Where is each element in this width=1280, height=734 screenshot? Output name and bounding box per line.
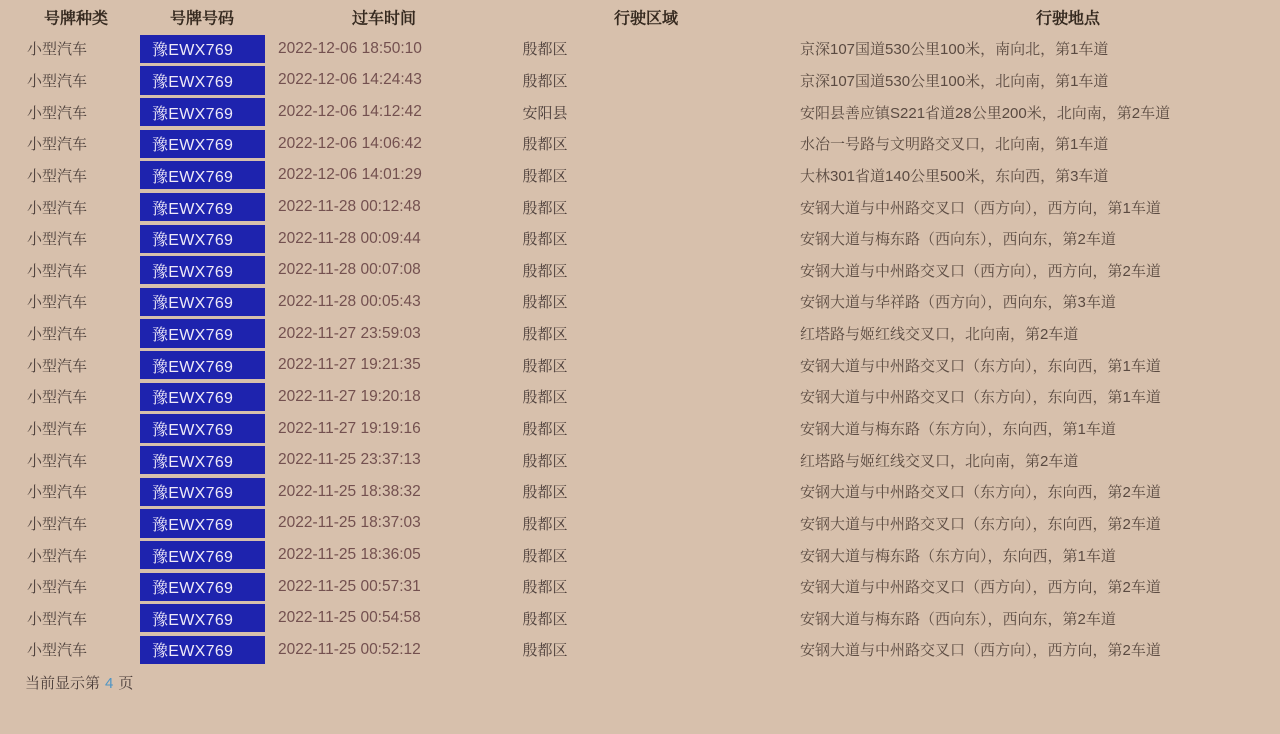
plate-number-badge[interactable]: 豫EWX769 bbox=[140, 66, 265, 94]
location-cell: 安钢大道与梅东路（东方向），东向西，第1车道 bbox=[800, 547, 1116, 565]
pass-time-cell: 2022-11-28 00:05:43 bbox=[278, 292, 421, 310]
pass-time-cell: 2022-11-27 19:19:16 bbox=[278, 419, 421, 437]
region-cell: 殷都区 bbox=[522, 167, 568, 185]
location-cell: 安钢大道与中州路交叉口（西方向），西方向，第1车道 bbox=[800, 199, 1161, 217]
plate-number-badge[interactable]: 豫EWX769 bbox=[140, 225, 265, 253]
plate-number-badge[interactable]: 豫EWX769 bbox=[140, 288, 265, 316]
plate-number-badge[interactable]: 豫EWX769 bbox=[140, 35, 265, 63]
pass-time-cell: 2022-11-27 19:21:35 bbox=[278, 356, 421, 374]
table-row bbox=[0, 603, 1280, 635]
pass-time-cell: 2022-11-25 00:54:58 bbox=[278, 609, 421, 627]
plate-number-badge[interactable]: 豫EWX769 bbox=[140, 383, 265, 411]
pass-time-cell: 2022-12-06 14:24:43 bbox=[278, 71, 422, 89]
location-cell: 安钢大道与梅东路（东方向），东向西，第1车道 bbox=[800, 421, 1116, 438]
table-row bbox=[0, 191, 1280, 223]
table-row bbox=[0, 286, 1280, 318]
location-cell: 安钢大道与中州路交叉口（西方向），西方向，第2车道 bbox=[800, 642, 1161, 660]
region-cell: 殷都区 bbox=[522, 484, 568, 502]
plate-number-badge[interactable]: 豫EWX769 bbox=[140, 319, 265, 347]
table-row bbox=[0, 539, 1280, 571]
plate-type-cell: 小型汽车 bbox=[27, 199, 88, 217]
pagination-prefix: 当前显示第 bbox=[25, 674, 101, 692]
pass-time-cell: 2022-11-27 19:20:18 bbox=[278, 387, 421, 405]
location-cell: 大林301省道140公里500米，东向西，第3车道 bbox=[800, 167, 1109, 185]
location-cell: 安钢大道与中州路交叉口（西方向），西方向，第2车道 bbox=[800, 579, 1161, 597]
table-row bbox=[0, 413, 1280, 445]
table-row bbox=[0, 349, 1280, 381]
plate-type-cell: 小型汽车 bbox=[27, 167, 88, 185]
table-row bbox=[0, 33, 1280, 65]
location-cell: 安钢大道与中州路交叉口（东方向），东向西，第2车道 bbox=[800, 484, 1161, 502]
plate-number-badge[interactable]: 豫EWX769 bbox=[140, 446, 265, 474]
current-page-number: 4 bbox=[105, 674, 114, 692]
table-row bbox=[0, 160, 1280, 192]
region-cell: 殷都区 bbox=[522, 547, 568, 565]
plate-number-badge[interactable]: 豫EWX769 bbox=[140, 414, 265, 442]
pass-time-cell: 2022-11-25 18:37:03 bbox=[278, 514, 421, 532]
pass-time-cell: 2022-11-28 00:09:44 bbox=[278, 229, 421, 247]
plate-type-cell: 小型汽车 bbox=[27, 262, 88, 280]
location-cell: 安钢大道与中州路交叉口（西方向），西方向，第2车道 bbox=[800, 262, 1161, 280]
plate-type-cell: 小型汽车 bbox=[27, 294, 88, 312]
plate-type-cell: 小型汽车 bbox=[27, 547, 88, 565]
table-row bbox=[0, 128, 1280, 160]
plate-number-badge[interactable]: 豫EWX769 bbox=[140, 509, 265, 537]
region-cell: 殷都区 bbox=[522, 579, 568, 597]
plate-type-cell: 小型汽车 bbox=[27, 357, 88, 375]
location-cell: 安钢大道与中州路交叉口（东方向），东向西，第1车道 bbox=[800, 389, 1161, 407]
plate-number-badge[interactable]: 豫EWX769 bbox=[140, 604, 265, 632]
plate-type-cell: 小型汽车 bbox=[27, 484, 88, 502]
table-row bbox=[0, 318, 1280, 350]
location-cell: 安钢大道与华祥路（西方向），西向东，第3车道 bbox=[800, 294, 1116, 312]
pass-time-cell: 2022-11-25 00:52:12 bbox=[278, 640, 421, 658]
region-cell: 殷都区 bbox=[522, 199, 568, 217]
plate-type-cell: 小型汽车 bbox=[27, 41, 88, 59]
table-row bbox=[0, 571, 1280, 603]
region-cell: 殷都区 bbox=[522, 515, 568, 533]
column-header-plate-number: 号牌号码 bbox=[169, 10, 235, 27]
table-body bbox=[0, 33, 1280, 666]
plate-number-badge[interactable]: 豫EWX769 bbox=[140, 256, 265, 284]
location-cell: 水冶一号路与文明路交叉口，北向南，第1车道 bbox=[800, 136, 1109, 154]
plate-type-cell: 小型汽车 bbox=[27, 104, 88, 122]
plate-number-badge[interactable]: 豫EWX769 bbox=[140, 636, 265, 664]
plate-number-badge[interactable]: 豫EWX769 bbox=[140, 478, 265, 506]
plate-type-cell: 小型汽车 bbox=[27, 452, 88, 470]
location-cell: 安钢大道与梅东路（西向东），西向东，第2车道 bbox=[800, 231, 1116, 249]
pass-time-cell: 2022-12-06 14:01:29 bbox=[278, 166, 422, 184]
region-cell: 殷都区 bbox=[522, 41, 568, 59]
location-cell: 安钢大道与中州路交叉口（东方向），东向西，第2车道 bbox=[800, 515, 1161, 533]
pass-time-cell: 2022-11-25 18:38:32 bbox=[278, 482, 421, 500]
plate-type-cell: 小型汽车 bbox=[27, 389, 88, 407]
pass-time-cell: 2022-12-06 14:06:42 bbox=[278, 134, 422, 152]
plate-number-badge[interactable]: 豫EWX769 bbox=[140, 541, 265, 569]
pass-time-cell: 2022-12-06 14:12:42 bbox=[278, 103, 422, 121]
region-cell: 殷都区 bbox=[522, 231, 568, 249]
plate-type-cell: 小型汽车 bbox=[27, 642, 88, 660]
pass-time-cell: 2022-12-06 18:50:10 bbox=[278, 39, 422, 57]
column-header-pass-time: 过车时间 bbox=[351, 10, 417, 27]
plate-type-cell: 小型汽车 bbox=[27, 579, 88, 597]
region-cell: 殷都区 bbox=[522, 452, 568, 470]
table-header bbox=[0, 0, 1280, 33]
region-cell: 殷都区 bbox=[522, 357, 568, 375]
plate-type-cell: 小型汽车 bbox=[27, 231, 88, 249]
plate-number-badge[interactable]: 豫EWX769 bbox=[140, 193, 265, 221]
region-cell: 殷都区 bbox=[522, 389, 568, 407]
location-cell: 红塔路与姬红线交叉口，北向南，第2车道 bbox=[800, 452, 1079, 470]
region-cell: 殷都区 bbox=[522, 72, 568, 90]
pass-time-cell: 2022-11-28 00:07:08 bbox=[278, 261, 421, 279]
location-cell: 红塔路与姬红线交叉口，北向南，第2车道 bbox=[800, 326, 1079, 344]
table-row bbox=[0, 508, 1280, 540]
pagination-suffix: 页 bbox=[118, 674, 134, 692]
location-cell: 安钢大道与梅东路（西向东），西向东，第2车道 bbox=[800, 610, 1116, 628]
pagination-status bbox=[25, 675, 1280, 693]
table-row bbox=[0, 476, 1280, 508]
region-cell: 殷都区 bbox=[522, 642, 568, 660]
pass-time-cell: 2022-11-25 00:57:31 bbox=[278, 577, 421, 595]
column-header-location: 行驶地点 bbox=[1035, 10, 1101, 27]
plate-type-cell: 小型汽车 bbox=[27, 610, 88, 628]
column-header-region: 行驶区域 bbox=[613, 10, 679, 27]
pass-time-cell: 2022-11-25 23:37:13 bbox=[278, 451, 421, 469]
region-cell: 殷都区 bbox=[522, 294, 568, 312]
table-row bbox=[0, 634, 1280, 666]
plate-type-cell: 小型汽车 bbox=[27, 326, 88, 344]
region-cell: 殷都区 bbox=[522, 136, 568, 154]
plate-number-badge[interactable]: 豫EWX769 bbox=[140, 161, 265, 189]
column-header-plate-type: 号牌种类 bbox=[43, 10, 109, 27]
table-row bbox=[0, 381, 1280, 413]
table-row bbox=[0, 223, 1280, 255]
location-cell: 安阳县善应镇S221省道28公里200米，北向南，第2车道 bbox=[800, 104, 1171, 122]
region-cell: 安阳县 bbox=[522, 104, 568, 122]
location-cell: 京深107国道530公里100米，北向南，第1车道 bbox=[800, 72, 1109, 90]
table-row bbox=[0, 96, 1280, 128]
plate-type-cell: 小型汽车 bbox=[27, 72, 88, 90]
plate-type-cell: 小型汽车 bbox=[27, 515, 88, 533]
plate-type-cell: 小型汽车 bbox=[27, 421, 88, 438]
table-row bbox=[0, 65, 1280, 97]
region-cell: 殷都区 bbox=[522, 262, 568, 280]
plate-type-cell: 小型汽车 bbox=[27, 136, 88, 154]
pass-time-cell: 2022-11-25 18:36:05 bbox=[278, 546, 421, 564]
pass-time-cell: 2022-11-28 00:12:48 bbox=[278, 198, 421, 216]
location-cell: 安钢大道与中州路交叉口（东方向），东向西，第1车道 bbox=[800, 357, 1161, 375]
plate-number-badge[interactable]: 豫EWX769 bbox=[140, 573, 265, 601]
plate-number-badge[interactable]: 豫EWX769 bbox=[140, 130, 265, 158]
table-row bbox=[0, 444, 1280, 476]
table-row bbox=[0, 254, 1280, 286]
region-cell: 殷都区 bbox=[522, 610, 568, 628]
plate-number-badge[interactable]: 豫EWX769 bbox=[140, 351, 265, 379]
region-cell: 殷都区 bbox=[522, 421, 568, 438]
pass-time-cell: 2022-11-27 23:59:03 bbox=[278, 324, 421, 342]
plate-number-badge[interactable]: 豫EWX769 bbox=[140, 98, 265, 126]
region-cell: 殷都区 bbox=[522, 326, 568, 344]
location-cell: 京深107国道530公里100米，南向北，第1车道 bbox=[800, 41, 1109, 59]
